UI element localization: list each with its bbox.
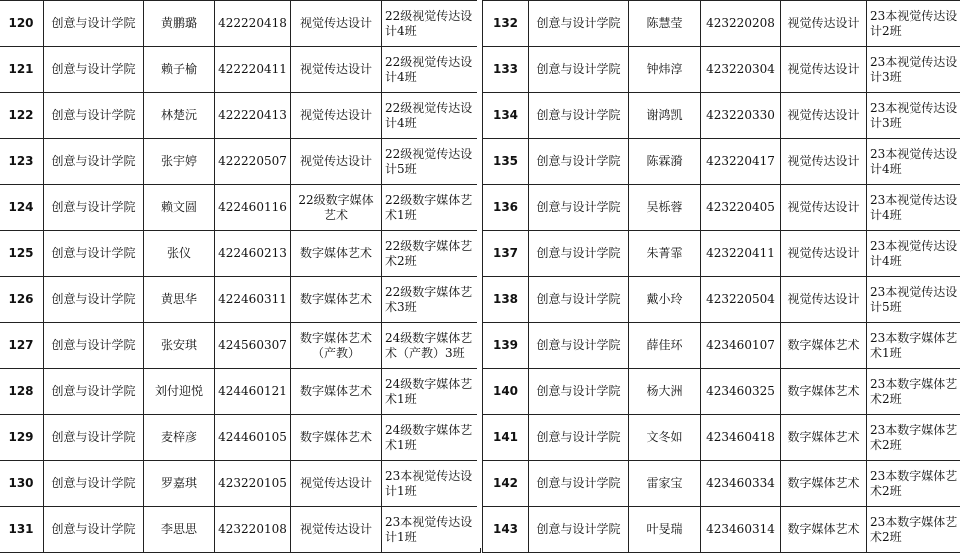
college-cell: 创意与设计学院 bbox=[44, 277, 144, 323]
major-cell: 数字媒体艺术 bbox=[291, 369, 382, 415]
college-cell: 创意与设计学院 bbox=[529, 231, 629, 277]
student-id-cell: 422220411 bbox=[215, 47, 291, 93]
student-name-cell: 罗嘉琪 bbox=[144, 461, 215, 507]
major-cell: 视觉传达设计 bbox=[291, 139, 382, 185]
row-number: 142 bbox=[483, 461, 529, 507]
class-cell: 23本数字媒体艺术2班 bbox=[867, 461, 960, 507]
row-number: 127 bbox=[0, 323, 44, 369]
class-cell: 24级数字媒体艺术（产教）3班 bbox=[382, 323, 481, 369]
major-cell: 视觉传达设计 bbox=[781, 185, 867, 231]
college-cell: 创意与设计学院 bbox=[44, 93, 144, 139]
row-number: 141 bbox=[483, 415, 529, 461]
class-cell: 22级视觉传达设计4班 bbox=[382, 1, 481, 47]
student-name-cell: 杨大洲 bbox=[629, 369, 701, 415]
table-row bbox=[483, 323, 960, 369]
major-cell: 视觉传达设计 bbox=[781, 139, 867, 185]
class-cell: 23本视觉传达设计5班 bbox=[867, 277, 960, 323]
row-number: 143 bbox=[483, 507, 529, 553]
student-id-cell: 423220411 bbox=[701, 231, 781, 277]
table-row bbox=[0, 231, 481, 277]
student-name-cell: 吴栎蓉 bbox=[629, 185, 701, 231]
college-cell: 创意与设计学院 bbox=[529, 185, 629, 231]
row-number: 128 bbox=[0, 369, 44, 415]
college-cell: 创意与设计学院 bbox=[529, 277, 629, 323]
major-cell: 视觉传达设计 bbox=[781, 1, 867, 47]
student-id-cell: 422220418 bbox=[215, 1, 291, 47]
student-id-cell: 422220507 bbox=[215, 139, 291, 185]
student-id-cell: 423460107 bbox=[701, 323, 781, 369]
row-number: 133 bbox=[483, 47, 529, 93]
major-cell: 视觉传达设计 bbox=[291, 507, 382, 553]
student-name-cell: 赖文圆 bbox=[144, 185, 215, 231]
major-cell: 数字媒体艺术 bbox=[781, 323, 867, 369]
class-cell: 22级视觉传达设计5班 bbox=[382, 139, 481, 185]
major-cell: 数字媒体艺术 bbox=[291, 277, 382, 323]
class-cell: 23本视觉传达设计2班 bbox=[867, 1, 960, 47]
major-cell: 数字媒体艺术 bbox=[291, 231, 382, 277]
student-id-cell: 423460325 bbox=[701, 369, 781, 415]
student-name-cell: 刘付迎悦 bbox=[144, 369, 215, 415]
row-number: 125 bbox=[0, 231, 44, 277]
major-cell: 视觉传达设计 bbox=[291, 93, 382, 139]
student-id-cell: 423220417 bbox=[701, 139, 781, 185]
student-id-cell: 424560307 bbox=[215, 323, 291, 369]
student-name-cell: 赖子榆 bbox=[144, 47, 215, 93]
student-id-cell: 422460116 bbox=[215, 185, 291, 231]
class-cell: 24级数字媒体艺术1班 bbox=[382, 369, 481, 415]
student-id-cell: 424460121 bbox=[215, 369, 291, 415]
student-id-cell: 423220504 bbox=[701, 277, 781, 323]
student-id-cell: 423220208 bbox=[701, 1, 781, 47]
row-number: 132 bbox=[483, 1, 529, 47]
row-number: 130 bbox=[0, 461, 44, 507]
major-cell: 数字媒体艺术 bbox=[781, 415, 867, 461]
college-cell: 创意与设计学院 bbox=[529, 1, 629, 47]
class-cell: 23本视觉传达设计4班 bbox=[867, 231, 960, 277]
row-number: 123 bbox=[0, 139, 44, 185]
college-cell: 创意与设计学院 bbox=[529, 139, 629, 185]
college-cell: 创意与设计学院 bbox=[44, 507, 144, 553]
table-row bbox=[483, 185, 960, 231]
college-cell: 创意与设计学院 bbox=[44, 231, 144, 277]
table-row bbox=[0, 139, 481, 185]
table-row bbox=[0, 1, 481, 47]
row-number: 129 bbox=[0, 415, 44, 461]
class-cell: 23本数字媒体艺术2班 bbox=[867, 415, 960, 461]
student-name-cell: 戴小玲 bbox=[629, 277, 701, 323]
student-name-cell: 黄思华 bbox=[144, 277, 215, 323]
student-id-cell: 423220330 bbox=[701, 93, 781, 139]
student-name-cell: 陈霖漪 bbox=[629, 139, 701, 185]
major-cell: 视觉传达设计 bbox=[781, 277, 867, 323]
college-cell: 创意与设计学院 bbox=[44, 185, 144, 231]
table-row bbox=[483, 415, 960, 461]
student-name-cell: 林楚沅 bbox=[144, 93, 215, 139]
row-number: 131 bbox=[0, 507, 44, 553]
college-cell: 创意与设计学院 bbox=[529, 93, 629, 139]
table-row bbox=[483, 369, 960, 415]
student-name-cell: 文冬如 bbox=[629, 415, 701, 461]
class-cell: 22级数字媒体艺术3班 bbox=[382, 277, 481, 323]
student-name-cell: 薛佳环 bbox=[629, 323, 701, 369]
class-cell: 23本视觉传达设计1班 bbox=[382, 461, 481, 507]
student-name-cell: 张宇婷 bbox=[144, 139, 215, 185]
row-number: 134 bbox=[483, 93, 529, 139]
table-row bbox=[483, 93, 960, 139]
row-number: 137 bbox=[483, 231, 529, 277]
class-cell: 23本数字媒体艺术2班 bbox=[867, 507, 960, 553]
table-row bbox=[483, 47, 960, 93]
table-row bbox=[483, 1, 960, 47]
student-id-cell: 423220405 bbox=[701, 185, 781, 231]
student-name-cell: 陈慧莹 bbox=[629, 1, 701, 47]
major-cell: 视觉传达设计 bbox=[781, 231, 867, 277]
row-number: 126 bbox=[0, 277, 44, 323]
student-id-cell: 423460334 bbox=[701, 461, 781, 507]
table-row bbox=[483, 461, 960, 507]
class-cell: 23本视觉传达设计1班 bbox=[382, 507, 481, 553]
major-cell: 22级数字媒体艺术 bbox=[291, 185, 382, 231]
table-row bbox=[483, 277, 960, 323]
student-name-cell: 朱菁霏 bbox=[629, 231, 701, 277]
major-cell: 视觉传达设计 bbox=[291, 1, 382, 47]
college-cell: 创意与设计学院 bbox=[44, 461, 144, 507]
college-cell: 创意与设计学院 bbox=[44, 47, 144, 93]
student-id-cell: 422460213 bbox=[215, 231, 291, 277]
table-row bbox=[483, 231, 960, 277]
college-cell: 创意与设计学院 bbox=[529, 323, 629, 369]
table-row bbox=[0, 93, 481, 139]
major-cell: 视觉传达设计 bbox=[291, 461, 382, 507]
college-cell: 创意与设计学院 bbox=[44, 139, 144, 185]
table-row bbox=[0, 507, 481, 553]
class-cell: 23本视觉传达设计3班 bbox=[867, 93, 960, 139]
table-row bbox=[0, 47, 481, 93]
class-cell: 22级数字媒体艺术2班 bbox=[382, 231, 481, 277]
major-cell: 数字媒体艺术（产教） bbox=[291, 323, 382, 369]
college-cell: 创意与设计学院 bbox=[529, 47, 629, 93]
major-cell: 数字媒体艺术 bbox=[291, 415, 382, 461]
row-number: 140 bbox=[483, 369, 529, 415]
student-id-cell: 423220304 bbox=[701, 47, 781, 93]
student-list-table-right bbox=[482, 0, 960, 553]
table-row bbox=[0, 277, 481, 323]
major-cell: 视觉传达设计 bbox=[781, 47, 867, 93]
student-id-cell: 422460311 bbox=[215, 277, 291, 323]
student-name-cell: 钟炜淳 bbox=[629, 47, 701, 93]
class-cell: 23本视觉传达设计4班 bbox=[867, 139, 960, 185]
student-name-cell: 张安琪 bbox=[144, 323, 215, 369]
row-number: 139 bbox=[483, 323, 529, 369]
row-number: 138 bbox=[483, 277, 529, 323]
college-cell: 创意与设计学院 bbox=[529, 415, 629, 461]
student-name-cell: 谢鸿凯 bbox=[629, 93, 701, 139]
student-name-cell: 张仪 bbox=[144, 231, 215, 277]
major-cell: 视觉传达设计 bbox=[291, 47, 382, 93]
table-row bbox=[0, 323, 481, 369]
student-id-cell: 423460314 bbox=[701, 507, 781, 553]
student-name-cell: 李思思 bbox=[144, 507, 215, 553]
student-name-cell: 叶旻瑞 bbox=[629, 507, 701, 553]
table-row bbox=[0, 461, 481, 507]
college-cell: 创意与设计学院 bbox=[529, 369, 629, 415]
college-cell: 创意与设计学院 bbox=[44, 323, 144, 369]
table-row bbox=[483, 507, 960, 553]
row-number: 121 bbox=[0, 47, 44, 93]
college-cell: 创意与设计学院 bbox=[44, 415, 144, 461]
class-cell: 22级视觉传达设计4班 bbox=[382, 47, 481, 93]
class-cell: 22级数字媒体艺术1班 bbox=[382, 185, 481, 231]
college-cell: 创意与设计学院 bbox=[529, 461, 629, 507]
class-cell: 23本视觉传达设计3班 bbox=[867, 47, 960, 93]
row-number: 124 bbox=[0, 185, 44, 231]
student-name-cell: 黄鹏璐 bbox=[144, 1, 215, 47]
row-number: 136 bbox=[483, 185, 529, 231]
student-id-cell: 423460418 bbox=[701, 415, 781, 461]
table-row bbox=[0, 185, 481, 231]
major-cell: 数字媒体艺术 bbox=[781, 507, 867, 553]
college-cell: 创意与设计学院 bbox=[529, 507, 629, 553]
class-cell: 24级数字媒体艺术1班 bbox=[382, 415, 481, 461]
table-row bbox=[483, 139, 960, 185]
class-cell: 22级视觉传达设计4班 bbox=[382, 93, 481, 139]
college-cell: 创意与设计学院 bbox=[44, 1, 144, 47]
student-id-cell: 423220108 bbox=[215, 507, 291, 553]
major-cell: 视觉传达设计 bbox=[781, 93, 867, 139]
college-cell: 创意与设计学院 bbox=[44, 369, 144, 415]
major-cell: 数字媒体艺术 bbox=[781, 369, 867, 415]
student-id-cell: 423220105 bbox=[215, 461, 291, 507]
row-number: 122 bbox=[0, 93, 44, 139]
student-id-cell: 424460105 bbox=[215, 415, 291, 461]
student-name-cell: 麦梓彦 bbox=[144, 415, 215, 461]
class-cell: 23本视觉传达设计4班 bbox=[867, 185, 960, 231]
student-id-cell: 422220413 bbox=[215, 93, 291, 139]
class-cell: 23本数字媒体艺术1班 bbox=[867, 323, 960, 369]
row-number: 135 bbox=[483, 139, 529, 185]
table-row bbox=[0, 369, 481, 415]
student-name-cell: 雷家宝 bbox=[629, 461, 701, 507]
major-cell: 数字媒体艺术 bbox=[781, 461, 867, 507]
class-cell: 23本数字媒体艺术2班 bbox=[867, 369, 960, 415]
row-number: 120 bbox=[0, 1, 44, 47]
table-row bbox=[0, 415, 481, 461]
